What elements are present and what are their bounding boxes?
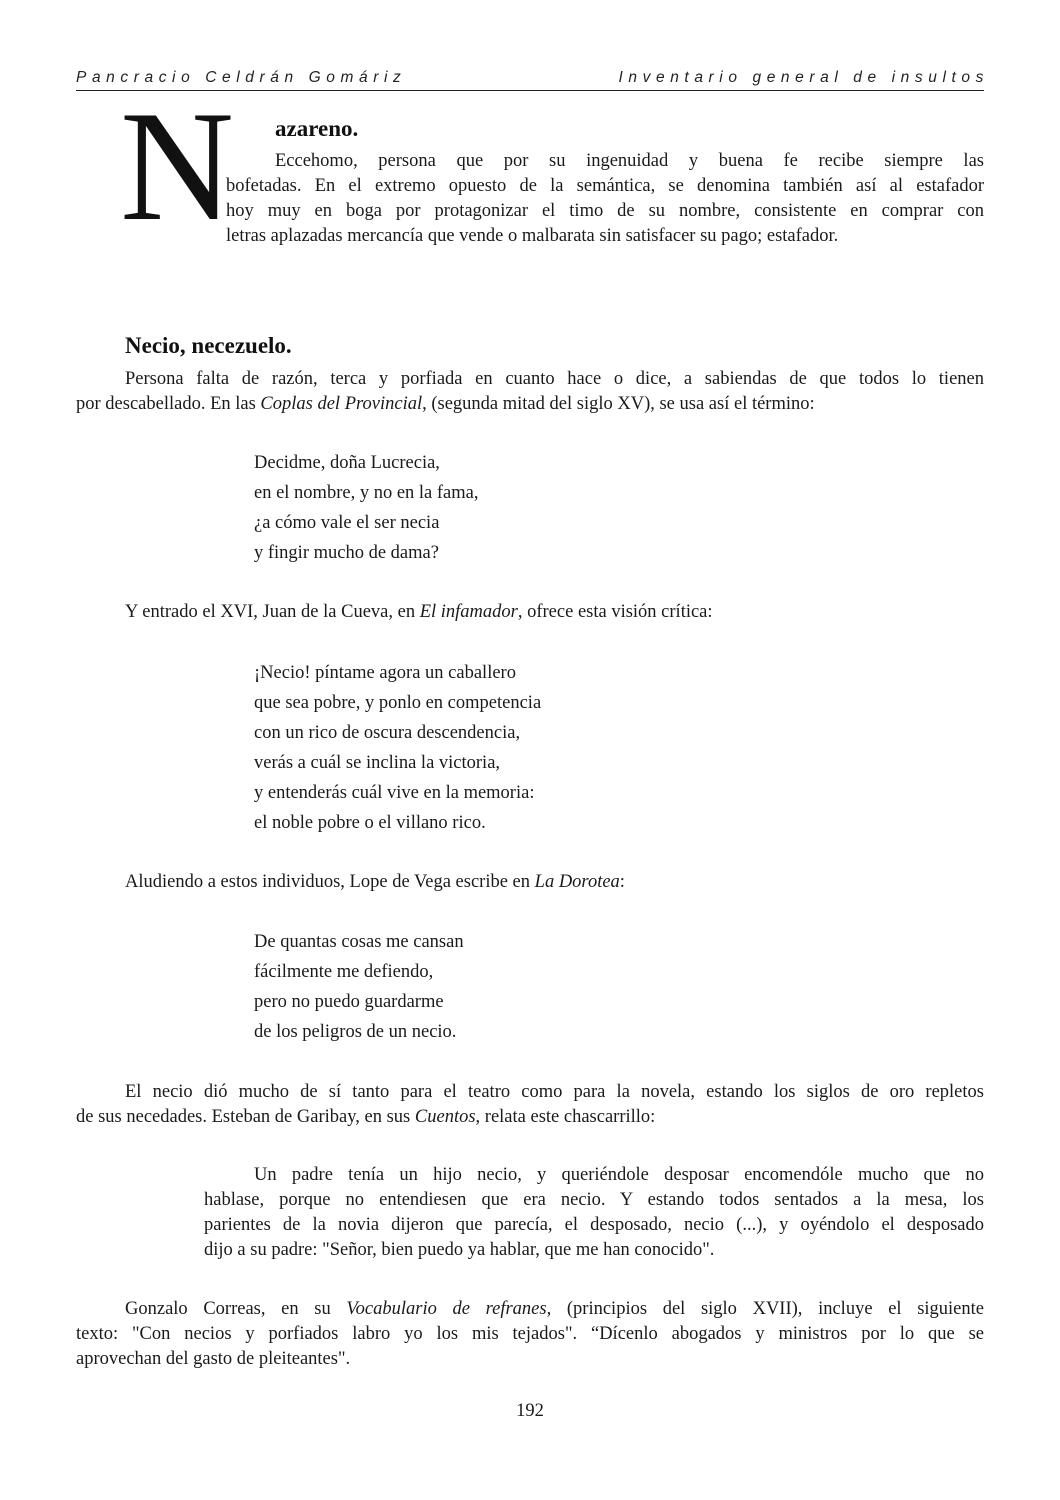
paragraph-garibay (76, 1080, 984, 1130)
text-line: Eccehomo, persona que por su ingenuidad y buena fe recibe siempre las (275, 151, 984, 171)
verse-line: de los peligros de un necio. (254, 1022, 457, 1042)
text-run: , relata este chascarrillo: (475, 1107, 656, 1127)
verse-line: fácilmente me defiendo, (254, 962, 434, 982)
text-line: letras aplazadas mercancía que vende o malbarata sin satisfacer su pago; estafador. (226, 226, 839, 246)
work-title-cuentos: Cuentos (414, 1107, 476, 1127)
verse-line: verás a cuál se inclina la victoria, (254, 753, 501, 773)
quote-line: Un padre tenía un hijo necio, y queriéndole desposar encomendóle mucho que no (254, 1165, 984, 1185)
text-line: bofetadas. En el extremo opuesto de la semántica, se denomina también así al estafador (226, 176, 984, 196)
verse-line: el noble pobre o el villano rico. (254, 813, 486, 833)
work-title-infamador: El infamador (419, 602, 518, 622)
page-number: 192 (516, 1401, 544, 1421)
entry-nazareno-definition (226, 149, 984, 249)
text-run: Y entrado el XVI, Juan de la Cueva, en (125, 602, 420, 622)
text-run: por descabellado. En las (76, 394, 261, 414)
block-quote-chascarrillo (204, 1163, 984, 1263)
verse-line: De quantas cosas me cansan (254, 932, 464, 952)
paragraph-lope (125, 870, 625, 895)
work-title-coplas: Coplas del Provincial (260, 394, 423, 414)
header-book-title: Inventario general de insultos (618, 69, 989, 86)
text-run: Gonzalo Correas, en su (125, 1299, 347, 1319)
verse-line: en el nombre, y no en la fama, (254, 483, 479, 503)
paragraph-cueva (125, 600, 713, 625)
verse-line: ¡Necio! píntame agora un caballero (254, 663, 516, 683)
verse-line: pero no puedo guardarme (254, 992, 444, 1012)
verse-coplas (254, 448, 478, 568)
text-line (76, 1105, 984, 1130)
text-line (76, 1297, 984, 1322)
text-run: , ofrece esta visión crítica: (517, 602, 713, 622)
quote-line: hablase, porque no entendiesen que era necio. Y estando todos sentados a la mesa, los (204, 1190, 984, 1210)
entry-title-necio: Necio, necezuelo. (125, 333, 292, 358)
text-run: Aludiendo a estos individuos, Lope de Vega escribe en (125, 872, 535, 892)
text-run: , (principios del siglo XVII), incluye el siguiente (546, 1299, 984, 1319)
text-run: : (619, 872, 625, 892)
quote-line: parientes de la novia dijeron que parecía, el desposado, necio (...), y oyéndolo el desposado (204, 1215, 984, 1235)
text-line: aprovechan del gasto de pleiteantes". (76, 1349, 351, 1369)
work-title-vocabulario: Vocabulario de refranes (346, 1299, 547, 1319)
quote-line: dijo a su padre: "Señor, bien puedo ya hablar, que me han conocido". (204, 1240, 715, 1260)
verse-dorotea (254, 927, 464, 1047)
drop-cap-letter: N (120, 79, 235, 254)
verse-line: con un rico de oscura descendencia, (254, 723, 521, 743)
text-line (76, 392, 984, 417)
text-run: , (segunda mitad del siglo XV), se usa así el término: (422, 394, 815, 414)
verse-infamador (254, 658, 541, 838)
header-author: Pancracio Celdrán Gomáriz (76, 69, 407, 86)
verse-line: Decidme, doña Lucrecia, (254, 453, 440, 473)
verse-line: y fingir mucho de dama? (254, 543, 439, 563)
text-run: de sus necedades. Esteban de Garibay, en sus (76, 1107, 415, 1127)
text-line: El necio dió mucho de sí tanto para el teatro como para la novela, estando los siglos de oro repletos (125, 1082, 984, 1102)
text-line: Persona falta de razón, terca y porfiada en cuanto hace o dice, a sabiendas de que todos lo tienen (125, 369, 984, 389)
work-title-dorotea: La Dorotea (534, 872, 620, 892)
verse-line: que sea pobre, y ponlo en competencia (254, 693, 542, 713)
verse-line: ¿a cómo vale el ser necia (254, 513, 440, 533)
text-line: texto: "Con necios y porfiados labro yo los mis tejados". “Dícenlo abogados y ministros por lo que se (76, 1324, 984, 1344)
verse-line: y entenderás cuál vive en la memoria: (254, 783, 535, 803)
paragraph-correas (76, 1297, 984, 1372)
entry-title-nazareno: azareno. (275, 116, 359, 141)
text-line: hoy muy en boga por protagonizar el timo de su nombre, consistente en comprar con (226, 201, 984, 221)
necio-intro-paragraph (76, 367, 984, 417)
